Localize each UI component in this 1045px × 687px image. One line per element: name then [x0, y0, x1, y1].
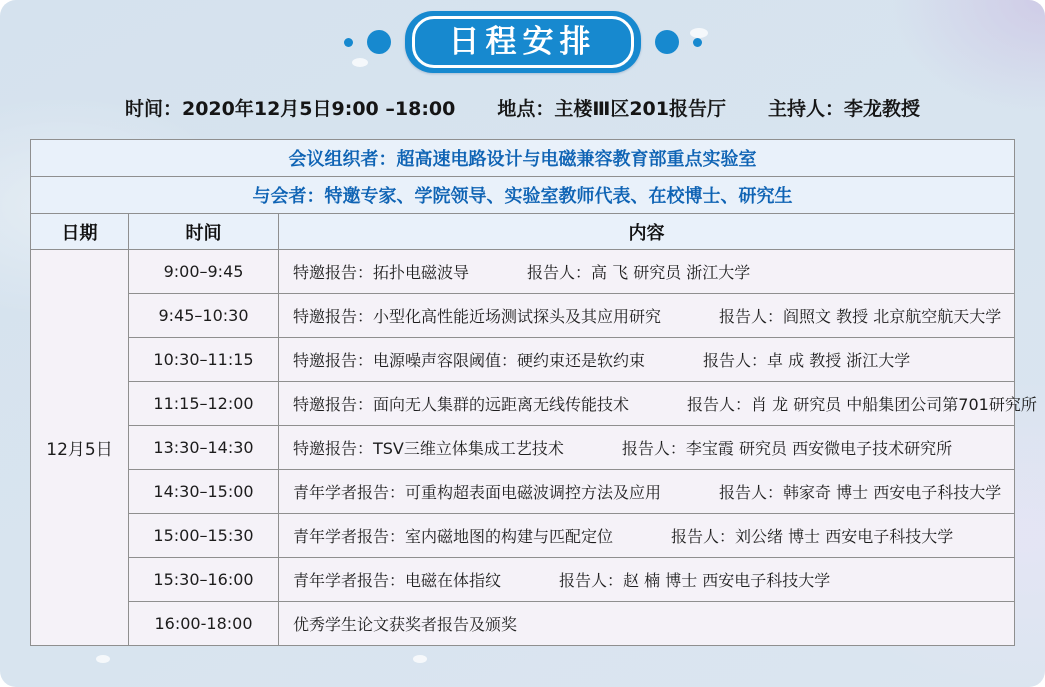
talk-speaker: 报告人：阎照文 教授 北京航空航天大学	[719, 307, 1002, 326]
talk-title: 青年学者报告：室内磁地图的构建与匹配定位	[293, 527, 614, 546]
content-flex	[293, 612, 1014, 635]
decor-speck	[96, 655, 110, 663]
talk-speaker: 报告人：刘公绪 博士 西安电子科技大学	[671, 527, 954, 546]
talk-speaker: 报告人：韩家奇 博士 西安电子科技大学	[719, 483, 1002, 502]
talk-title: 特邀报告：拓扑电磁波导	[293, 263, 470, 282]
participants-row	[31, 177, 1015, 214]
content-cell	[279, 294, 1015, 338]
dot-icon	[367, 30, 391, 54]
content-cell	[279, 426, 1015, 470]
content-flex	[293, 348, 1014, 371]
content-cell	[279, 602, 1015, 646]
event-time: 时间：2020年12月5日9:00 –18:00	[124, 98, 456, 120]
content-flex	[293, 524, 1014, 547]
table-row	[31, 382, 1015, 426]
table-row	[31, 514, 1015, 558]
page-title: 日程安排	[412, 16, 634, 68]
talk-title: 特邀报告：电源噪声容限阈值：硬约束还是软约束	[293, 351, 646, 370]
content-flex	[293, 436, 1014, 459]
table-row	[31, 338, 1015, 382]
time-cell: 10:30–11:15	[129, 338, 279, 382]
talk-speaker: 报告人：高 飞 研究员 浙江大学	[527, 263, 751, 282]
talk-speaker: 报告人：赵 楠 博士 西安电子科技大学	[559, 571, 831, 590]
time-cell: 16:00-18:00	[129, 602, 279, 646]
talk-title: 优秀学生论文获奖者报告及颁奖	[293, 615, 518, 634]
event-location: 地点：主楼Ⅲ区201报告厅	[497, 98, 726, 120]
time-cell: 13:30–14:30	[129, 426, 279, 470]
header-time: 时间	[129, 214, 279, 250]
table-row	[31, 558, 1015, 602]
table-row	[31, 426, 1015, 470]
organizer-row	[31, 140, 1015, 177]
content-flex	[293, 480, 1014, 503]
content-flex	[293, 568, 1014, 591]
content-cell	[279, 558, 1015, 602]
header-content: 内容	[279, 214, 1015, 250]
time-cell: 15:30–16:00	[129, 558, 279, 602]
title-banner-row	[0, 14, 1045, 70]
participants-text: 与会者：特邀专家、学院领导、实验室教师代表、在校博士、研究生	[31, 177, 1015, 214]
content-cell	[279, 382, 1037, 426]
title-banner	[405, 11, 641, 73]
talk-speaker: 报告人：卓 成 教授 浙江大学	[703, 351, 911, 370]
time-cell: 14:30–15:00	[129, 470, 279, 514]
talk-title: 特邀报告：TSV三维立体集成工艺技术	[293, 439, 564, 458]
content-cell	[279, 514, 1015, 558]
talk-title: 青年学者报告：电磁在体指纹	[293, 571, 502, 590]
time-cell: 9:45–10:30	[129, 294, 279, 338]
talk-title: 特邀报告：面向无人集群的远距离无线传能技术	[293, 395, 630, 414]
dot-icon	[693, 38, 702, 47]
table-row	[31, 294, 1015, 338]
organizer-text: 会议组织者：超高速电路设计与电磁兼容教育部重点实验室	[31, 140, 1015, 177]
event-host: 主持人：李龙教授	[768, 98, 921, 120]
table-header-row	[31, 214, 1015, 250]
talk-title: 青年学者报告：可重构超表面电磁波调控方法及应用	[293, 483, 662, 502]
event-info-line	[0, 94, 1045, 121]
content-cell	[279, 470, 1015, 514]
dot-icon	[655, 30, 679, 54]
dot-icon	[344, 38, 353, 47]
decor-speck	[413, 655, 427, 663]
content-cell	[279, 338, 1015, 382]
time-cell: 15:00–15:30	[129, 514, 279, 558]
schedule-table	[30, 139, 1037, 646]
content-flex	[293, 392, 1037, 415]
table-row	[31, 470, 1015, 514]
talk-speaker: 报告人：李宝霞 研究员 西安微电子技术研究所	[621, 439, 953, 458]
content-cell	[279, 250, 1015, 294]
content-flex	[293, 260, 1014, 283]
table-row	[31, 602, 1015, 646]
header-date: 日期	[31, 214, 129, 250]
content-flex	[293, 304, 1014, 327]
table-row	[31, 250, 1015, 294]
talk-title: 特邀报告：小型化高性能近场测试探头及其应用研究	[293, 307, 662, 326]
date-cell: 12月5日	[31, 250, 129, 646]
time-cell: 9:00–9:45	[129, 250, 279, 294]
time-cell: 11:15–12:00	[129, 382, 279, 426]
talk-speaker: 报告人：肖 龙 研究员 中船集团公司第701研究所	[687, 395, 1037, 414]
